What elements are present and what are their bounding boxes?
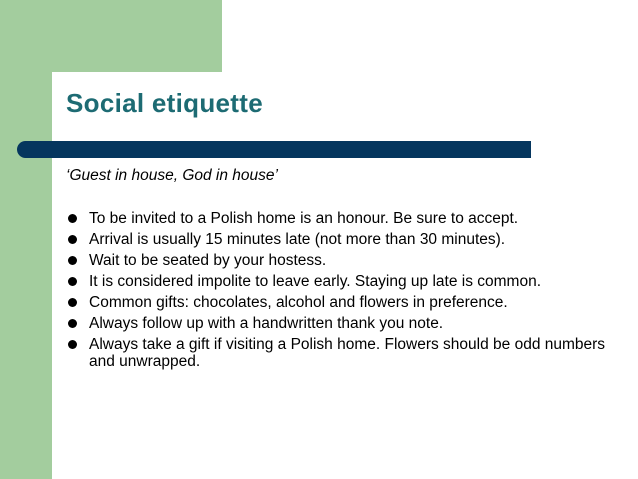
bullet-dot-icon — [68, 235, 77, 244]
list-item-text: Common gifts: chocolates, alcohol and flowers in preference. — [89, 294, 508, 311]
list-item-text: Always follow up with a handwritten thank you note. — [89, 315, 444, 332]
list-item — [66, 231, 626, 248]
green-side-strip — [0, 129, 52, 479]
list-item — [66, 294, 626, 311]
list-item-text: Arrival is usually 15 minutes late (not more than 30 minutes). — [89, 231, 506, 248]
list-item — [66, 273, 559, 290]
list-item — [66, 336, 609, 370]
bullet-dot-icon — [68, 340, 77, 349]
slide-title: Social etiquette — [66, 88, 263, 118]
title-underline-bar — [17, 141, 531, 158]
bullet-dot-icon — [68, 214, 77, 223]
list-item — [66, 210, 626, 227]
quote-line: ‘Guest in house, God in house’ — [66, 167, 278, 184]
list-item — [66, 315, 626, 332]
bullet-dot-icon — [68, 277, 77, 286]
list-item-text: To be invited to a Polish home is an honour. Be sure to accept. — [89, 210, 519, 227]
list-item-text: Always take a gift if visiting a Polish home. Flowers should be odd numbers and unwrapped. — [89, 336, 606, 370]
bullet-dot-icon — [68, 319, 77, 328]
list-item-text: It is considered impolite to leave early. Staying up late is common. — [89, 273, 542, 290]
list-item-text: Wait to be seated by your hostess. — [89, 252, 327, 269]
list-item — [66, 252, 626, 269]
bullet-dot-icon — [68, 256, 77, 265]
bullet-list — [66, 210, 626, 374]
bullet-dot-icon — [68, 298, 77, 307]
